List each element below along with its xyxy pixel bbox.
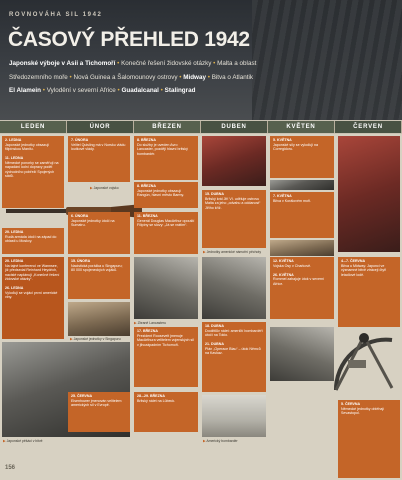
troops-photo <box>68 302 130 336</box>
month-february: ÚNOR <box>67 121 134 133</box>
event-box: 6. ÚNORA Japonské jednotky útočí na Sumatru. <box>68 212 130 254</box>
month-march: BŘEZEN <box>134 121 201 133</box>
medal-photo <box>202 136 266 186</box>
photo-caption: ▶ Japonské vojsko <box>90 186 119 190</box>
intro-topic: Stalingrad <box>164 87 196 94</box>
intro-topic: Konečné řešení židovské otázky <box>121 60 212 67</box>
header-banner <box>0 0 402 120</box>
intro-topic: Midway <box>183 73 206 81</box>
intro-topic: Malta a oblast Středozemního moře <box>9 60 257 81</box>
event-box: 5. ČERVNA Německé jednotky obléhají Sevastopol. <box>338 400 400 478</box>
event-box: 17. BŘEZNA Prezident Roosevelt jmenuje MacArthura velitelem vojenských sil v jihozápadním Tichomoří. <box>134 327 198 387</box>
event-box: 15. ÚNORA Nacistická porážka u Singapuru; 80 000 spojeneckých vojáků. <box>68 257 130 299</box>
aircraft-photo <box>202 395 266 437</box>
photo-caption: ▶ Japonské pěšáci v bitvě <box>3 439 43 443</box>
intro-text: Japonské výboje v Asii a Tichomoří • Konečné řešení židovské otázky • Malta a oblast Středozemního moře • Nová Guinea a Šalomounovy ostrovy • Midway • Bitva o Atlantik El Alamein • Vylodění v severní Africe • Guadalcanal • Stalingrad <box>9 60 257 94</box>
event-box: 15. DUBNA Britský král Jiří VI. uděluje ostrovu Malta za jeho „odvahu a oddanost“ Jiřího kříž. <box>202 190 266 248</box>
event-box: 12. KVĚTNA Vojska Osy v Charkově. 26. KVĚTNA Rommel zahajuje útok v severní Africe. <box>270 257 334 319</box>
page-number: 156 <box>5 465 16 471</box>
poster-photo <box>338 136 400 252</box>
event-box: 5. KVĚTNA Japonské síly se vyloďují na Corregidoru. <box>270 136 334 178</box>
ruins-photo <box>134 257 198 319</box>
month-june: ČERVEN <box>335 121 402 133</box>
month-bar <box>0 121 402 133</box>
event-box: 18. DUBNA Doolittlův nálet: američtí bombardéři útočí na Tokio. 21. DUBNA Plán „Operace Blau“ – útok Němců na Kavkaz. <box>202 322 266 392</box>
event-box: 8. BŘEZNA Do služby je uveden Avro Lancaster, později hlavní britský bombardér. <box>134 136 198 180</box>
flag-photo <box>270 240 334 256</box>
ship-photo <box>270 180 334 190</box>
month-january: LEDEN <box>0 121 67 133</box>
tank-photo <box>270 327 334 381</box>
intro-topic: Nová Guinea a Šalomounovy ostrovy <box>73 73 178 81</box>
intro-topic: Japonské výboje v Asii a Tichomoří <box>9 60 116 67</box>
photo-caption: ▶ Jednotky americké námořní pěchoty <box>203 250 262 254</box>
event-box: 11. BŘEZNA Generál Douglas MacArthur opouští Filipíny se slovy: „Já se vrátím“. <box>134 212 198 254</box>
month-may: KVĚTEN <box>268 121 335 133</box>
event-box: 25. ČERVNA Eisenhower jmenován velitelem amerických sil v Evropě. <box>68 392 130 432</box>
page-title: ČASOVÝ PŘEHLED 1942 <box>8 28 250 51</box>
event-box: 7. KVĚTNA Bitva v Korálovém moři. <box>270 192 334 238</box>
event-box: 4.–7. ČERVNA Bitva u Midway: Japonci ve významné bitvě ztrácejí čtyři letadlové lodě. <box>338 257 400 327</box>
photo-caption: ▶ Zbraně Lancasteru <box>134 321 167 325</box>
intro-topic: Vylodění v severní Africe <box>46 87 116 94</box>
intro-topic: Guadalcanal <box>121 87 159 94</box>
month-april: DUBEN <box>201 121 268 133</box>
battle-photo <box>202 257 266 319</box>
event-box: 20. LEDNA Na tajné konferenci ve Wannsee, jíž předsedal Reinhard Heydrich, nacisté naplánují „Konečné řešení židovské otázky“. 26. LEDNA Vyloďují se vojáci první americké vlny. <box>2 257 64 339</box>
event-box: 8. BŘEZNA Japonské jednotky obsazují Rangún, hlavní město Barmy. <box>134 182 198 208</box>
intro-topic: Bitva o Atlantik <box>211 73 253 81</box>
event-box: 28.–29. BŘEZNA Britský nálet na Lübeck. <box>134 392 198 432</box>
event-box: 7. ÚNORA Velitel Quisling má v Norsku vládu loutkové vlády. <box>68 136 130 182</box>
event-box: 20. LEDNA Rudá armáda útočí na západ do oblasti u Moskvy. <box>2 228 64 254</box>
intro-topic: El Alamein <box>9 87 41 94</box>
event-box: 2. LEDNA Japonské jednotky obsazují filipínskou Manilu. 11. LEDNA Německé ponorky se zaměřují na napadání lodní dopravy podél východního pobřeží Spojených států. <box>2 136 64 208</box>
section-kicker: ROVNOVÁHA SIL 1942 <box>9 12 103 18</box>
photo-caption: ▶ Japonské jednotky v Singapuru <box>70 337 121 341</box>
photo-caption: ▶ Americký bombardér <box>203 439 238 443</box>
sextant-image <box>328 330 400 400</box>
